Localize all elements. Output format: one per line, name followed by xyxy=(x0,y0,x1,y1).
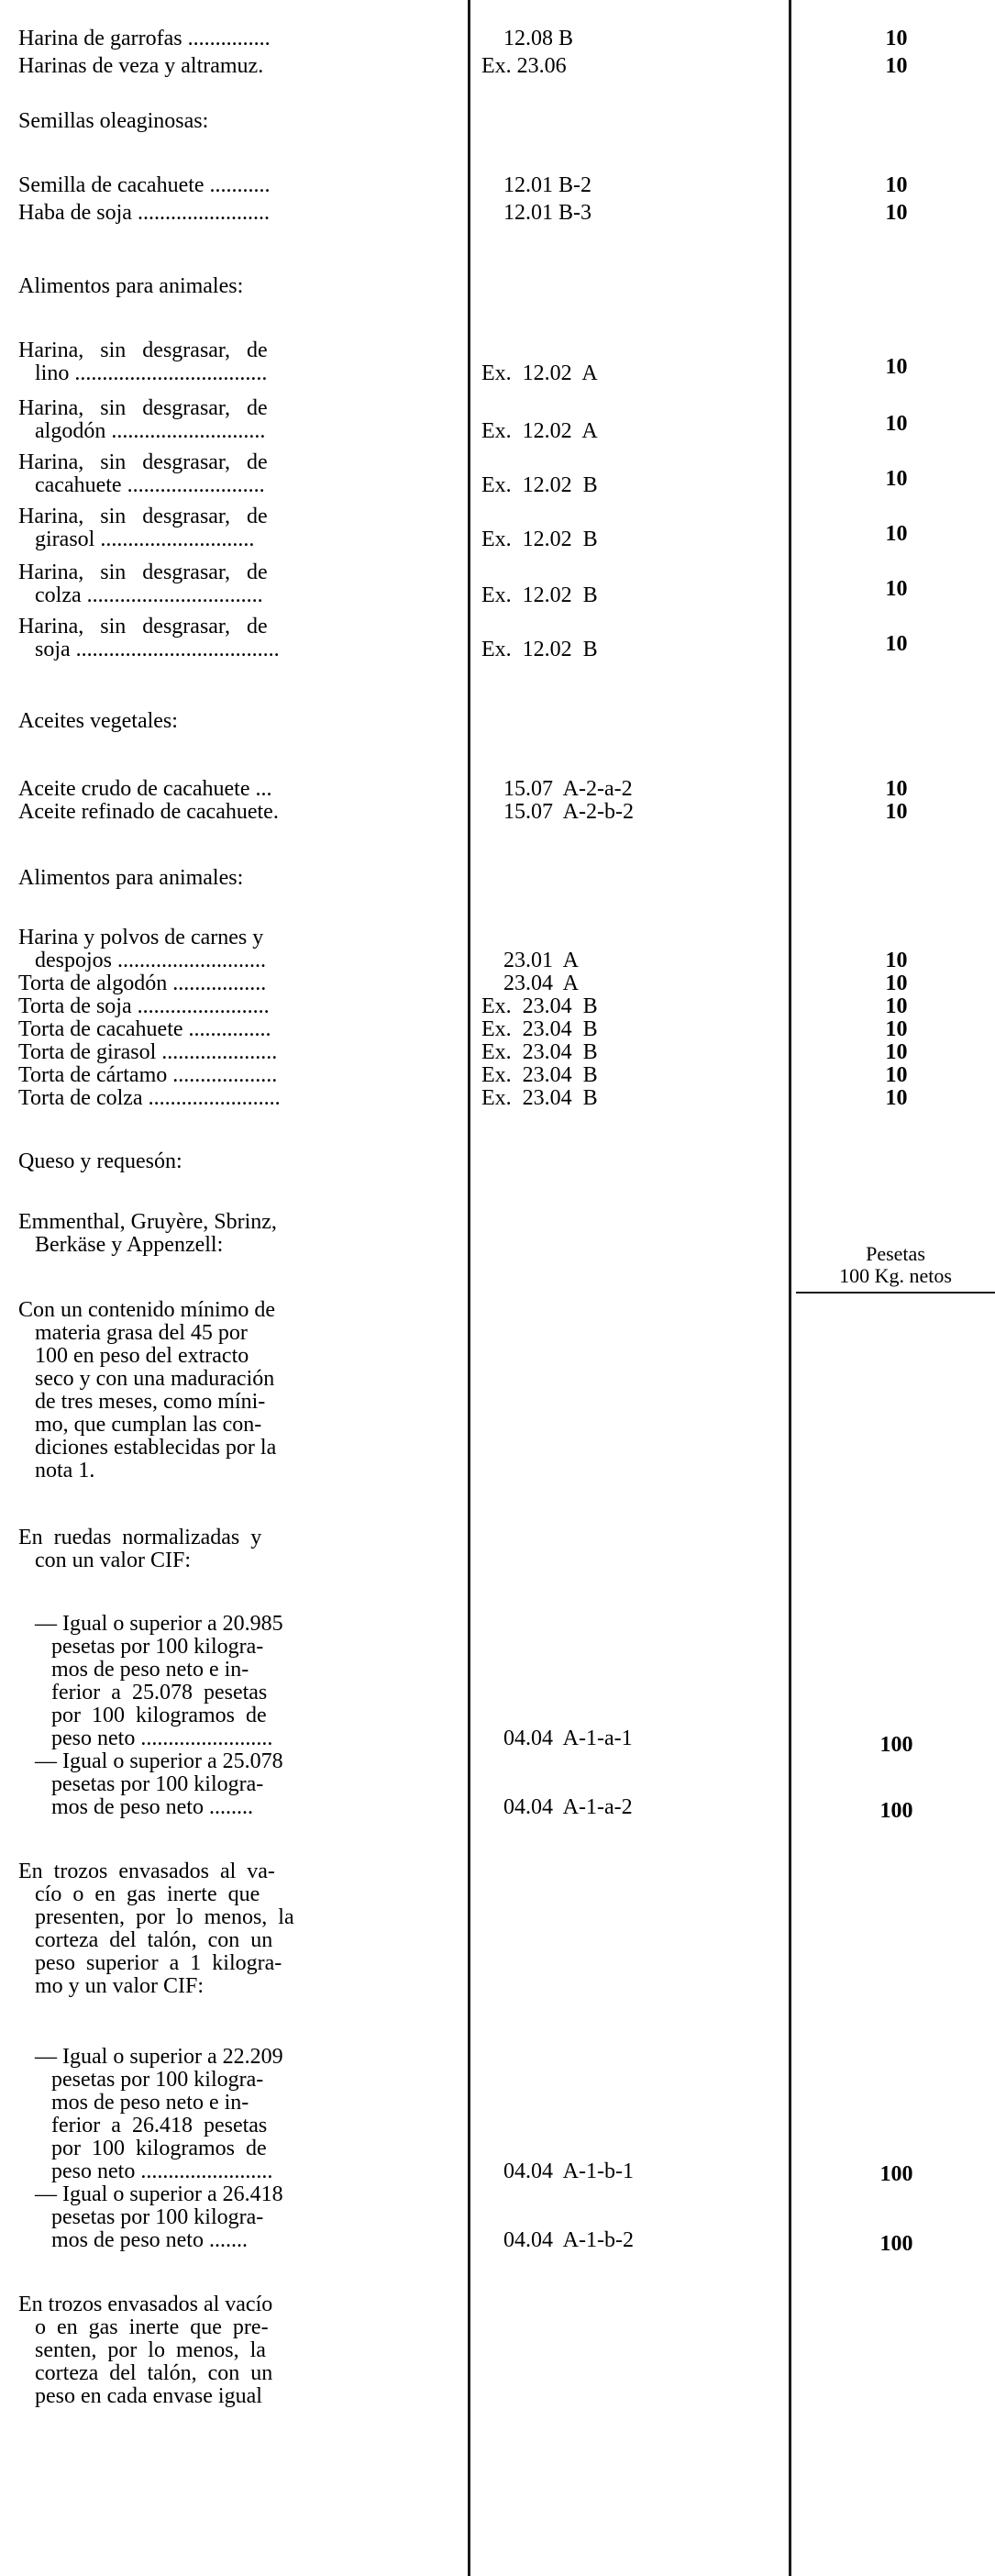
item-description: — Igual o superior a 26.418 xyxy=(18,2182,283,2206)
tariff-code: 12.01 B-3 xyxy=(481,201,591,225)
item-description: Queso y requesón: xyxy=(18,1149,182,1173)
duty-rate: 10 xyxy=(885,577,908,601)
item-description: — Igual o superior a 25.078 xyxy=(18,1749,283,1773)
tariff-code: Ex. 23.04 B xyxy=(481,994,598,1018)
item-description: Harinas de veza y altramuz. xyxy=(18,54,264,78)
duty-rate: 100 xyxy=(879,1799,913,1823)
item-description: Con un contenido mínimo de xyxy=(18,1298,275,1322)
item-description: pesetas por 100 kilogra- xyxy=(18,2205,264,2229)
item-description: pesetas por 100 kilogra- xyxy=(18,2068,264,2092)
duty-rate: 10 xyxy=(885,1063,908,1087)
item-description: Harina y polvos de carnes y xyxy=(18,926,264,949)
tariff-code: Ex. 12.02 B xyxy=(481,638,598,661)
tariff-code: Ex. 12.02 A xyxy=(481,419,598,443)
item-description: Torta de soja ........................ xyxy=(18,994,270,1018)
item-description: despojos ........................... xyxy=(18,949,266,972)
item-description: Harina de garrofas ............... xyxy=(18,27,271,50)
item-description: mos de peso neto ....... xyxy=(18,2228,248,2252)
item-description: o en gas inerte que pre- xyxy=(18,2315,269,2339)
unit-header-line-1: Pesetas xyxy=(866,1242,925,1265)
item-description: girasol ............................ xyxy=(18,527,255,551)
tariff-code: Ex. 23.06 xyxy=(481,54,567,78)
unit-header-rule xyxy=(796,1292,995,1294)
item-description: Harina, sin desgrasar, de xyxy=(18,339,268,362)
column-rule-left xyxy=(468,0,470,2576)
item-description: mos de peso neto e in- xyxy=(18,1658,249,1682)
item-description: Torta de girasol ..................... xyxy=(18,1040,278,1064)
duty-rate: 10 xyxy=(885,777,908,801)
item-description: peso superior a 1 kilogra- xyxy=(18,1951,282,1975)
item-description: presenten, por lo menos, la xyxy=(18,1905,294,1929)
item-description: por 100 kilogramos de xyxy=(18,2137,267,2160)
column-rule-right xyxy=(789,0,791,2576)
item-description: Harina, sin desgrasar, de xyxy=(18,450,268,474)
tariff-code: 15.07 A-2-b-2 xyxy=(481,800,634,824)
item-description: ferior a 25.078 pesetas xyxy=(18,1681,268,1704)
duty-rate: 100 xyxy=(879,1733,913,1757)
duty-rate: 100 xyxy=(879,2162,913,2186)
duty-rate: 10 xyxy=(885,1040,908,1064)
duty-rate: 10 xyxy=(885,1017,908,1041)
item-description: nota 1. xyxy=(18,1459,95,1482)
item-description: — Igual o superior a 22.209 xyxy=(18,2045,283,2069)
duty-rate: 10 xyxy=(885,467,908,491)
item-description: Alimentos para animales: xyxy=(18,866,244,890)
item-description: corteza del talón, con un xyxy=(18,2361,273,2385)
duty-rate: 10 xyxy=(885,54,908,78)
tariff-code: Ex. 12.02 A xyxy=(481,361,598,385)
tariff-code: 15.07 A-2-a-2 xyxy=(481,777,633,801)
duty-rate: 100 xyxy=(879,2232,913,2256)
tariff-code: Ex. 12.02 B xyxy=(481,527,598,551)
item-description: Torta de algodón ................. xyxy=(18,972,267,995)
item-description: peso neto ........................ xyxy=(18,1727,273,1750)
item-description: Torta de colza ........................ xyxy=(18,1086,281,1110)
duty-rate: 10 xyxy=(885,1086,908,1110)
item-description: En trozos envasados al va- xyxy=(18,1860,275,1883)
item-description: — Igual o superior a 20.985 xyxy=(18,1612,283,1636)
duty-rate: 10 xyxy=(885,27,908,50)
item-description: por 100 kilogramos de xyxy=(18,1704,267,1727)
duty-rate: 10 xyxy=(885,949,908,972)
unit-header-line-2: 100 Kg. netos xyxy=(839,1264,952,1287)
item-description: Haba de soja ........................ xyxy=(18,201,270,225)
duty-rate: 10 xyxy=(885,632,908,656)
duty-rate: 10 xyxy=(885,522,908,546)
item-description: mo y un valor CIF: xyxy=(18,1974,204,1998)
tariff-code: Ex. 23.04 B xyxy=(481,1063,598,1087)
item-description: En trozos envasados al vacío xyxy=(18,2293,273,2316)
item-description: Berkäse y Appenzell: xyxy=(18,1233,224,1257)
item-description: Torta de cártamo ................... xyxy=(18,1063,278,1087)
duty-rate: 10 xyxy=(885,201,908,225)
item-description: senten, por lo menos, la xyxy=(18,2338,266,2362)
tariff-code: Ex. 23.04 B xyxy=(481,1086,598,1110)
item-description: pesetas por 100 kilogra- xyxy=(18,1635,264,1659)
tariff-code: Ex. 23.04 B xyxy=(481,1017,598,1041)
item-description: Emmenthal, Gruyère, Sbrinz, xyxy=(18,1210,277,1234)
item-description: ferior a 26.418 pesetas xyxy=(18,2114,268,2137)
item-description: Aceites vegetales: xyxy=(18,709,178,733)
item-description: con un valor CIF: xyxy=(18,1549,191,1572)
item-description: Torta de cacahuete ............... xyxy=(18,1017,271,1041)
tariff-code: 04.04 A-1-a-2 xyxy=(481,1795,633,1819)
tariff-code: 04.04 A-1-b-1 xyxy=(481,2160,634,2183)
item-description: cío o en gas inerte que xyxy=(18,1882,260,1906)
item-description: soja ..................................... xyxy=(18,638,280,661)
item-description: Semilla de cacahuete ........... xyxy=(18,173,271,197)
tariff-code: 04.04 A-1-a-1 xyxy=(481,1727,633,1750)
tariff-code: Ex. 12.02 B xyxy=(481,473,598,497)
tariff-code: 12.01 B-2 xyxy=(481,173,591,197)
item-description: En ruedas normalizadas y xyxy=(18,1526,262,1549)
duty-rate: 10 xyxy=(885,355,908,379)
item-description: diciones establecidas por la xyxy=(18,1436,277,1460)
duty-rate: 10 xyxy=(885,800,908,824)
duty-rate: 10 xyxy=(885,972,908,995)
item-description: lino ................................... xyxy=(18,361,268,385)
item-description: Alimentos para animales: xyxy=(18,274,244,298)
tariff-code: 12.08 B xyxy=(481,27,574,50)
tariff-code: Ex. 12.02 B xyxy=(481,583,598,607)
tariff-code: 23.01 A xyxy=(481,949,580,972)
item-description: de tres meses, como míni- xyxy=(18,1390,266,1414)
tariff-code: 04.04 A-1-b-2 xyxy=(481,2228,634,2252)
item-description: Harina, sin desgrasar, de xyxy=(18,561,268,584)
item-description: peso neto ........................ xyxy=(18,2160,273,2183)
item-description: Harina, sin desgrasar, de xyxy=(18,505,268,528)
tariff-code: Ex. 23.04 B xyxy=(481,1040,598,1064)
item-description: corteza del talón, con un xyxy=(18,1928,273,1952)
item-description: Aceite refinado de cacahuete. xyxy=(18,800,279,824)
item-description: mos de peso neto e in- xyxy=(18,2091,249,2115)
item-description: Semillas oleaginosas: xyxy=(18,109,209,133)
item-description: seco y con una maduración xyxy=(18,1367,275,1391)
item-description: cacahuete ......................... xyxy=(18,473,265,497)
item-description: peso en cada envase igual xyxy=(18,2384,262,2408)
item-description: Harina, sin desgrasar, de xyxy=(18,615,268,638)
tariff-code: 23.04 A xyxy=(481,972,580,995)
item-description: pesetas por 100 kilogra- xyxy=(18,1772,264,1796)
duty-rate: 10 xyxy=(885,173,908,197)
item-description: materia grasa del 45 por xyxy=(18,1321,248,1345)
duty-rate: 10 xyxy=(885,412,908,436)
item-description: algodón ............................ xyxy=(18,419,266,443)
item-description: mos de peso neto ........ xyxy=(18,1795,253,1819)
duty-rate: 10 xyxy=(885,994,908,1018)
item-description: 100 en peso del extracto xyxy=(18,1344,249,1368)
item-description: Harina, sin desgrasar, de xyxy=(18,396,268,420)
item-description: Aceite crudo de cacahuete ... xyxy=(18,777,272,801)
item-description: mo, que cumplan las con- xyxy=(18,1413,262,1437)
item-description: colza ................................ xyxy=(18,583,263,607)
